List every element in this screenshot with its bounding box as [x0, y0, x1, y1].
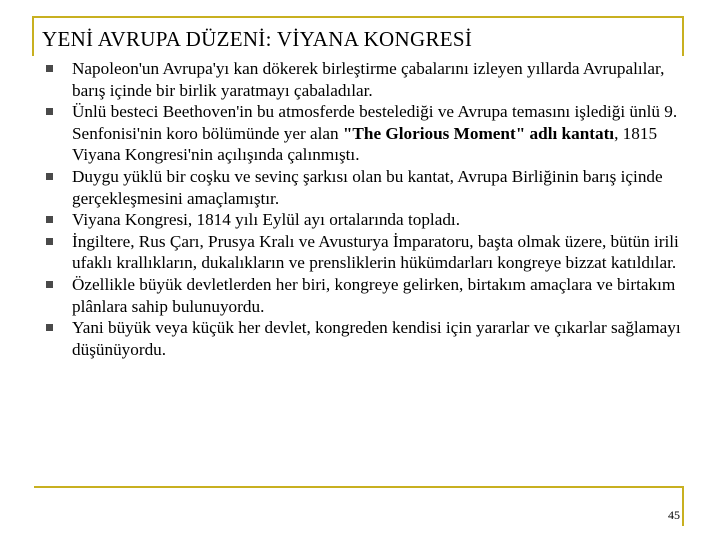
frame-left-corner [32, 16, 34, 56]
bullet-item [42, 274, 682, 317]
square-bullet-icon [46, 216, 53, 223]
square-bullet-icon [46, 108, 53, 115]
bullet-text: Duygu yüklü bir coşku ve sevinç şarkısı olan bu kantat, Avrupa Birliğinin barış içinde gerçekleşmesini amaçlamıştır. [72, 166, 663, 208]
square-bullet-icon [46, 173, 53, 180]
bullet-list [42, 58, 682, 360]
square-bullet-icon [46, 281, 53, 288]
bullet-text-start: Ünlü besteci Beethoven'in bu atmosferde bestelediği ve Avrupa temasını işlediği ünlü 9. Senfonisi'nin koro bölümünde yer alan [72, 102, 678, 143]
bullet-item [42, 209, 682, 231]
bullet-text-end: , 1815 Viyana Kongresi'nin açılışında çalınmıştı. [72, 123, 658, 165]
slide-title: YENİ AVRUPA DÜZENİ: VİYANA KONGRESİ [42, 27, 473, 51]
frame-bottom-right-corner [682, 486, 684, 526]
bullet-text: İngiltere, Rus Çarı, Prusya Kralı ve Avusturya İmparatoru, başta olmak üzere, bütün irili ufaklı krallıkların, dukalıkların ve prensliklerin hükümdarları kongreye bizzat katıldılar. [72, 231, 679, 273]
square-bullet-icon [46, 238, 53, 245]
bullet-text: Napoleon'un Avrupa'yı kan dökerek birleştirme çabalarını izleyen yıllarda Avrupalılar, barış içinde bir birlik yaratmayı çabaladılar. [72, 59, 665, 100]
frame-top-border [32, 16, 684, 18]
bullet-item [42, 231, 682, 274]
bullet-item [42, 58, 682, 101]
page-number: 45 [668, 508, 680, 522]
frame-right-corner [682, 16, 684, 56]
bullet-text: Özellikle büyük devletlerden her biri, kongreye gelirken, birtakım amaçlara ve birtakım plânlara sahip bulunuyordu. [72, 274, 676, 316]
bullet-item [42, 317, 682, 360]
bullet-text-bold: "The Glorious Moment" adlı kantatı [342, 123, 615, 143]
frame-bottom-border [34, 486, 684, 488]
square-bullet-icon [46, 324, 53, 331]
square-bullet-icon [46, 65, 53, 72]
bullet-text: Yani büyük veya küçük her devlet, kongreden kendisi için yararlar ve çıkarlar sağlamayı düşünüyordu. [72, 318, 681, 359]
bullet-item [42, 101, 682, 166]
bullet-item [42, 166, 682, 209]
bullet-text: Viyana Kongresi, 1814 yılı Eylül ayı ortalarında topladı. [72, 210, 460, 230]
